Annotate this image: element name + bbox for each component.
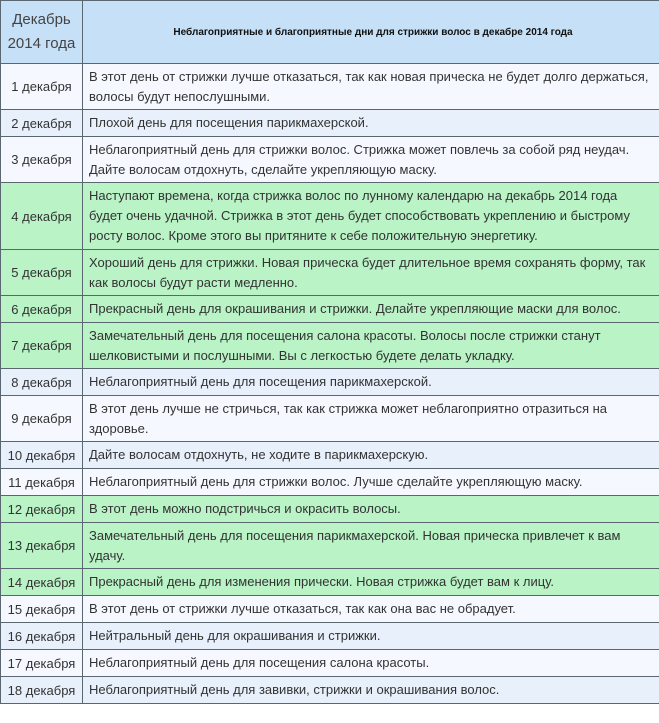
table-header-row bbox=[1, 1, 659, 64]
row-description: Замечательный день для посещения салона красоты. Волосы после стрижки станут шелковистыми и послушными. Вы с легкостью будете делать укладку. bbox=[83, 323, 659, 369]
table-row bbox=[1, 523, 659, 569]
row-description: Прекрасный день для изменения прически. Новая стрижка будет вам к лицу. bbox=[83, 569, 659, 596]
row-date: 12 декабря bbox=[1, 496, 83, 523]
row-date: 11 декабря bbox=[1, 469, 83, 496]
row-date: 14 декабря bbox=[1, 569, 83, 596]
row-date: 8 декабря bbox=[1, 369, 83, 396]
row-description: Хороший день для стрижки. Новая прическа будет длительное время сохранять форму, так как волосы будут расти медленно. bbox=[83, 250, 659, 296]
row-description: Наступают времена, когда стрижка волос по лунному календарю на декабрь 2014 года будет очень удачной. Стрижка в этот день будет способствовать укреплению и быстрому росту волос. Кроме этого вы притяните к себе положительную энергетику. bbox=[83, 183, 659, 250]
table-row bbox=[1, 469, 659, 496]
row-date: 15 декабря bbox=[1, 596, 83, 623]
row-date: 2 декабря bbox=[1, 110, 83, 137]
row-description: Дайте волосам отдохнуть, не ходите в парикмахерскую. bbox=[83, 442, 659, 469]
row-description: Неблагоприятный день для стрижки волос. Стрижка может повлечь за собой ряд неудач. Дайте волосам отдохнуть, сделайте укрепляющую маску. bbox=[83, 137, 659, 183]
row-description: Плохой день для посещения парикмахерской. bbox=[83, 110, 659, 137]
row-description: Неблагоприятный день для посещения салона красоты. bbox=[83, 650, 659, 677]
row-description: В этот день можно подстричься и окрасить волосы. bbox=[83, 496, 659, 523]
row-date: 7 декабря bbox=[1, 323, 83, 369]
row-description: В этот день от стрижки лучше отказаться, так как она вас не обрадует. bbox=[83, 596, 659, 623]
table-row bbox=[1, 596, 659, 623]
row-date: 10 декабря bbox=[1, 442, 83, 469]
row-description: Неблагоприятный день для завивки, стрижки и окрашивания волос. bbox=[83, 677, 659, 704]
row-date: 6 декабря bbox=[1, 296, 83, 323]
table-row bbox=[1, 250, 659, 296]
row-date: 4 декабря bbox=[1, 183, 83, 250]
row-date: 16 декабря bbox=[1, 623, 83, 650]
row-date: 13 декабря bbox=[1, 523, 83, 569]
table-row bbox=[1, 623, 659, 650]
table-row bbox=[1, 137, 659, 183]
row-description: Неблагоприятный день для стрижки волос. Лучше сделайте укрепляющую маску. bbox=[83, 469, 659, 496]
row-description: Прекрасный день для окрашивания и стрижки. Делайте укрепляющие маски для волос. bbox=[83, 296, 659, 323]
table-row bbox=[1, 323, 659, 369]
row-description: В этот день от стрижки лучше отказаться, так как новая прическа не будет долго держаться, волосы будут непослушными. bbox=[83, 64, 659, 110]
table-row bbox=[1, 496, 659, 523]
row-date: 3 декабря bbox=[1, 137, 83, 183]
row-date: 9 декабря bbox=[1, 396, 83, 442]
row-description: Неблагоприятный день для посещения парикмахерской. bbox=[83, 369, 659, 396]
table-row bbox=[1, 296, 659, 323]
row-description: Нейтральный день для окрашивания и стрижки. bbox=[83, 623, 659, 650]
table-row bbox=[1, 650, 659, 677]
table-row bbox=[1, 677, 659, 704]
table-row bbox=[1, 569, 659, 596]
row-description: Замечательный день для посещения парикмахерской. Новая прическа привлечет к вам удачу. bbox=[83, 523, 659, 569]
row-description: В этот день лучше не стричься, так как стрижка может неблагоприятно отразиться на здоровье. bbox=[83, 396, 659, 442]
row-date: 5 декабря bbox=[1, 250, 83, 296]
table-row bbox=[1, 110, 659, 137]
table-row bbox=[1, 442, 659, 469]
table-title-header: Неблагоприятные и благоприятные дни для стрижки волос в декабре 2014 года bbox=[83, 1, 659, 64]
row-date: 1 декабря bbox=[1, 64, 83, 110]
table-row bbox=[1, 183, 659, 250]
table-row bbox=[1, 369, 659, 396]
date-column-header: Декабрь 2014 года bbox=[1, 1, 83, 64]
row-date: 17 декабря bbox=[1, 650, 83, 677]
table-row bbox=[1, 396, 659, 442]
row-date: 18 декабря bbox=[1, 677, 83, 704]
table-row bbox=[1, 64, 659, 110]
